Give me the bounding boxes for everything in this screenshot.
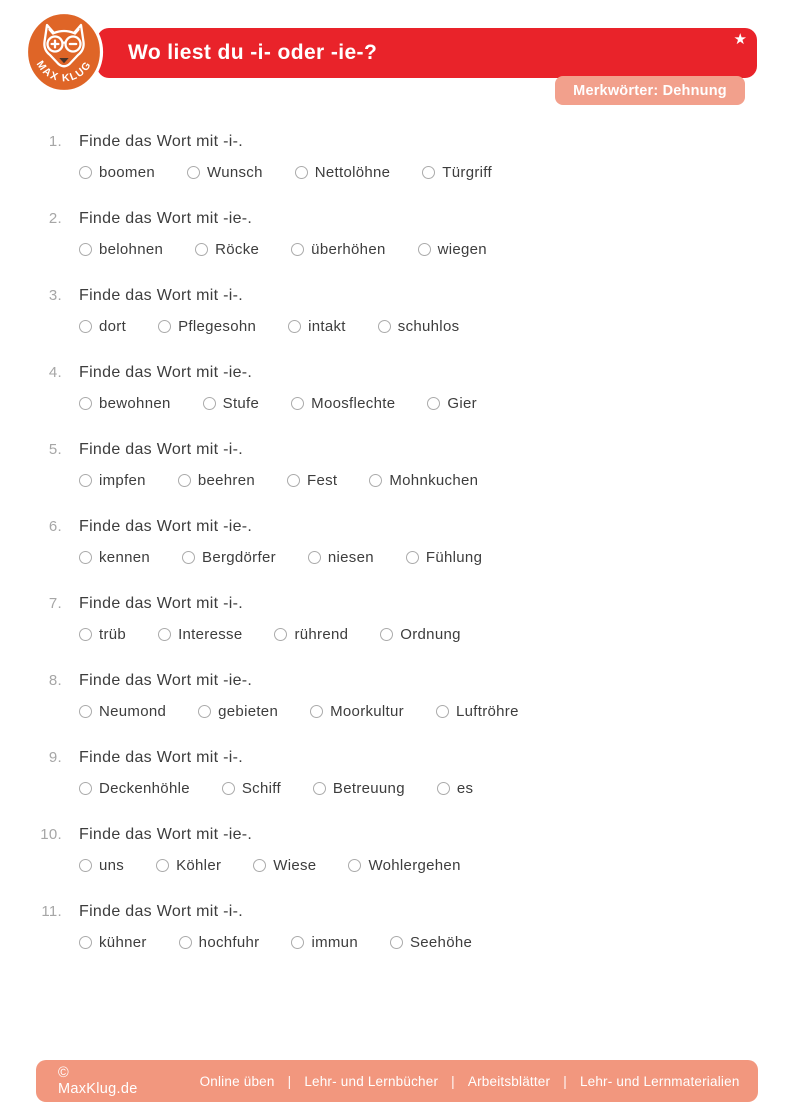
radio-button-icon[interactable] — [291, 397, 304, 410]
option-label: Mohnkuchen — [389, 472, 479, 489]
radio-button-icon[interactable] — [79, 320, 92, 333]
option-row — [36, 472, 758, 489]
option-label: Schiff — [241, 780, 281, 797]
radio-button-icon[interactable] — [179, 936, 192, 949]
question-block — [36, 132, 758, 181]
option-label: gebieten — [218, 703, 279, 720]
radio-button-icon[interactable] — [253, 859, 266, 872]
radio-button-icon[interactable] — [156, 859, 169, 872]
radio-button-icon[interactable] — [295, 166, 308, 179]
radio-button-icon[interactable] — [178, 474, 191, 487]
answer-option[interactable] — [348, 857, 460, 874]
question-block — [36, 517, 758, 566]
answer-option[interactable] — [79, 395, 171, 412]
radio-button-icon[interactable] — [79, 782, 92, 795]
answer-option[interactable] — [291, 395, 395, 412]
header-bar — [97, 28, 757, 78]
radio-button-icon[interactable] — [378, 320, 391, 333]
answer-option[interactable] — [291, 241, 385, 258]
option-row — [36, 703, 758, 720]
question-block — [36, 209, 758, 258]
question-prompt: Finde das Wort mit -ie-. — [79, 518, 253, 535]
radio-button-icon[interactable] — [348, 859, 361, 872]
option-row — [36, 780, 758, 797]
question-number: 2. — [48, 210, 62, 227]
footer-nav — [200, 1074, 740, 1089]
answer-option[interactable] — [222, 780, 281, 797]
answer-option[interactable] — [79, 857, 124, 874]
option-label: Türgriff — [442, 164, 492, 181]
question-prompt: Finde das Wort mit -i-. — [79, 595, 243, 612]
radio-button-icon[interactable] — [79, 859, 92, 872]
question-prompt: Finde das Wort mit -ie-. — [79, 210, 253, 227]
radio-button-icon[interactable] — [310, 705, 323, 718]
option-label: hochfuhr — [198, 934, 260, 951]
option-label: Wunsch — [207, 164, 263, 181]
radio-button-icon[interactable] — [390, 936, 403, 949]
question-number: 3. — [48, 287, 62, 304]
option-label: impfen — [99, 472, 146, 489]
answer-option[interactable] — [287, 472, 337, 489]
radio-button-icon[interactable] — [380, 628, 393, 641]
footer-separator: | — [287, 1073, 292, 1089]
radio-button-icon[interactable] — [291, 936, 304, 949]
option-label: kennen — [99, 549, 151, 566]
option-label: schuhlos — [397, 318, 460, 335]
option-label: belohnen — [99, 241, 164, 258]
question-number: 10. — [40, 826, 62, 843]
footer-separator: | — [563, 1073, 567, 1089]
question-block — [36, 748, 758, 797]
question-prompt: Finde das Wort mit -ie-. — [79, 826, 253, 843]
answer-option[interactable] — [79, 472, 146, 489]
answer-option[interactable] — [79, 164, 155, 181]
question-number: 11. — [41, 903, 62, 920]
option-label: intakt — [308, 318, 346, 335]
question-number: 5. — [48, 441, 62, 458]
question-number: 7. — [48, 595, 62, 612]
answer-option[interactable] — [158, 318, 256, 335]
radio-button-icon[interactable] — [79, 705, 92, 718]
answer-option[interactable] — [79, 934, 147, 951]
radio-button-icon[interactable] — [79, 397, 92, 410]
answer-option[interactable] — [79, 703, 166, 720]
radio-button-icon[interactable] — [203, 397, 216, 410]
answer-option[interactable] — [195, 241, 259, 258]
footer-link[interactable]: Arbeitsblätter — [467, 1073, 551, 1089]
question-prompt: Finde das Wort mit -ie-. — [79, 672, 253, 689]
answer-option[interactable] — [79, 318, 126, 335]
radio-button-icon[interactable] — [406, 551, 419, 564]
option-label: Moosflechte — [311, 395, 396, 412]
option-row — [36, 934, 758, 951]
radio-button-icon[interactable] — [288, 320, 301, 333]
option-label: Nettolöhne — [314, 164, 391, 181]
option-label: immun — [311, 934, 358, 951]
question-block — [36, 825, 758, 874]
question-block — [36, 286, 758, 335]
option-label: trüb — [99, 626, 127, 643]
radio-button-icon[interactable] — [437, 782, 450, 795]
answer-option[interactable] — [187, 164, 263, 181]
answer-option[interactable] — [288, 318, 346, 335]
radio-button-icon[interactable] — [79, 166, 92, 179]
answer-option[interactable] — [79, 241, 163, 258]
answer-option[interactable] — [369, 472, 478, 489]
option-label: Röcke — [215, 241, 260, 258]
radio-button-icon[interactable] — [79, 474, 92, 487]
option-label: Pflegesohn — [178, 318, 257, 335]
question-block — [36, 440, 758, 489]
question-prompt: Finde das Wort mit -i-. — [79, 441, 243, 458]
option-label: Bergdörfer — [202, 549, 276, 566]
question-number: 4. — [48, 364, 62, 381]
option-row — [36, 241, 758, 258]
answer-option[interactable] — [179, 934, 260, 951]
answer-option[interactable] — [406, 549, 482, 566]
answer-option[interactable] — [437, 780, 473, 797]
answer-option[interactable] — [79, 780, 190, 797]
question-prompt: Finde das Wort mit -i-. — [79, 133, 243, 150]
option-label: Deckenhöhle — [99, 780, 190, 797]
copyright: © MaxKlug.de — [58, 1065, 138, 1097]
radio-button-icon[interactable] — [198, 705, 211, 718]
option-label: bewohnen — [99, 395, 171, 412]
footer-separator: | — [451, 1073, 455, 1089]
question-number: 1. — [48, 133, 62, 150]
footer-bar — [36, 1060, 758, 1102]
radio-button-icon[interactable] — [79, 628, 92, 641]
answer-option[interactable] — [79, 626, 126, 643]
radio-button-icon[interactable] — [274, 628, 287, 641]
question-block — [36, 363, 758, 412]
star-icon[interactable]: ★ — [733, 31, 747, 48]
answer-option[interactable] — [422, 164, 492, 181]
footer-link[interactable]: Online üben — [199, 1073, 275, 1089]
radio-button-icon[interactable] — [182, 551, 195, 564]
radio-button-icon[interactable] — [79, 551, 92, 564]
answer-option[interactable] — [79, 549, 150, 566]
radio-button-icon[interactable] — [418, 243, 431, 256]
radio-button-icon[interactable] — [422, 166, 435, 179]
answer-option[interactable] — [203, 395, 260, 412]
option-label: Ordnung — [400, 626, 461, 643]
option-label: Interesse — [178, 626, 243, 643]
answer-option[interactable] — [308, 549, 374, 566]
answer-option[interactable] — [182, 549, 276, 566]
option-label: Moorkultur — [330, 703, 404, 720]
question-number: 9. — [48, 749, 62, 766]
question-block — [36, 594, 758, 643]
option-label: es — [456, 780, 474, 797]
option-label: Fühlung — [425, 549, 483, 566]
page-title: Wo liest du -i- oder -ie-? — [128, 41, 378, 64]
radio-button-icon[interactable] — [308, 551, 321, 564]
option-label: überhöhen — [311, 241, 386, 258]
radio-button-icon[interactable] — [369, 474, 382, 487]
answer-option[interactable] — [390, 934, 472, 951]
answer-option[interactable] — [427, 395, 477, 412]
option-label: Seehöhe — [409, 934, 473, 951]
answer-option[interactable] — [291, 934, 358, 951]
option-label: dort — [99, 318, 127, 335]
option-label: beehren — [197, 472, 255, 489]
option-label: rührend — [294, 626, 349, 643]
radio-button-icon[interactable] — [427, 397, 440, 410]
question-block — [36, 671, 758, 720]
answer-option[interactable] — [158, 626, 242, 643]
question-block — [36, 902, 758, 951]
answer-option[interactable] — [380, 626, 460, 643]
answer-option[interactable] — [436, 703, 519, 720]
option-label: wiegen — [437, 241, 487, 258]
question-prompt: Finde das Wort mit -i-. — [79, 749, 243, 766]
answer-option[interactable] — [313, 780, 405, 797]
option-label: Neumond — [99, 703, 167, 720]
option-row — [36, 318, 758, 335]
option-label: boomen — [99, 164, 156, 181]
option-label: uns — [99, 857, 125, 874]
option-label: Luftröhre — [455, 703, 519, 720]
footer-link[interactable]: Lehr- und Lernbücher — [304, 1073, 439, 1089]
question-number: 8. — [48, 672, 62, 689]
maxklug-logo — [24, 10, 104, 94]
option-label: Wiese — [273, 857, 317, 874]
radio-button-icon[interactable] — [79, 243, 92, 256]
option-label: Stufe — [222, 395, 260, 412]
answer-option[interactable] — [310, 703, 404, 720]
question-prompt: Finde das Wort mit -ie-. — [79, 364, 253, 381]
radio-button-icon[interactable] — [158, 320, 171, 333]
footer-link[interactable]: Lehr- und Lernmaterialien — [579, 1073, 740, 1089]
radio-button-icon[interactable] — [158, 628, 171, 641]
answer-option[interactable] — [378, 318, 460, 335]
radio-button-icon[interactable] — [79, 936, 92, 949]
option-label: Wohlergehen — [368, 857, 461, 874]
option-label: Köhler — [176, 857, 222, 874]
logo-text: MAX KLUG — [33, 58, 95, 85]
option-label: Betreuung — [332, 780, 405, 797]
radio-button-icon[interactable] — [436, 705, 449, 718]
radio-button-icon[interactable] — [222, 782, 235, 795]
radio-button-icon[interactable] — [313, 782, 326, 795]
question-prompt: Finde das Wort mit -i-. — [79, 287, 243, 304]
radio-button-icon[interactable] — [187, 166, 200, 179]
answer-option[interactable] — [198, 703, 278, 720]
question-prompt: Finde das Wort mit -i-. — [79, 903, 243, 920]
option-label: Fest — [306, 472, 338, 489]
answer-option[interactable] — [418, 241, 487, 258]
answer-option[interactable] — [295, 164, 391, 181]
topic-badge[interactable]: Merkwörter: Dehnung — [555, 76, 745, 105]
radio-button-icon[interactable] — [287, 474, 300, 487]
option-row — [36, 857, 758, 874]
option-row — [36, 395, 758, 412]
option-row — [36, 164, 758, 181]
answer-option[interactable] — [253, 857, 316, 874]
answer-option[interactable] — [274, 626, 348, 643]
question-number: 6. — [48, 518, 62, 535]
option-label: Gier — [447, 395, 477, 412]
option-row — [36, 626, 758, 643]
radio-button-icon[interactable] — [195, 243, 208, 256]
answer-option[interactable] — [178, 472, 255, 489]
radio-button-icon[interactable] — [291, 243, 304, 256]
answer-option[interactable] — [156, 857, 221, 874]
option-row — [36, 549, 758, 566]
option-label: niesen — [327, 549, 374, 566]
option-label: kühner — [99, 934, 147, 951]
question-list — [36, 132, 758, 979]
